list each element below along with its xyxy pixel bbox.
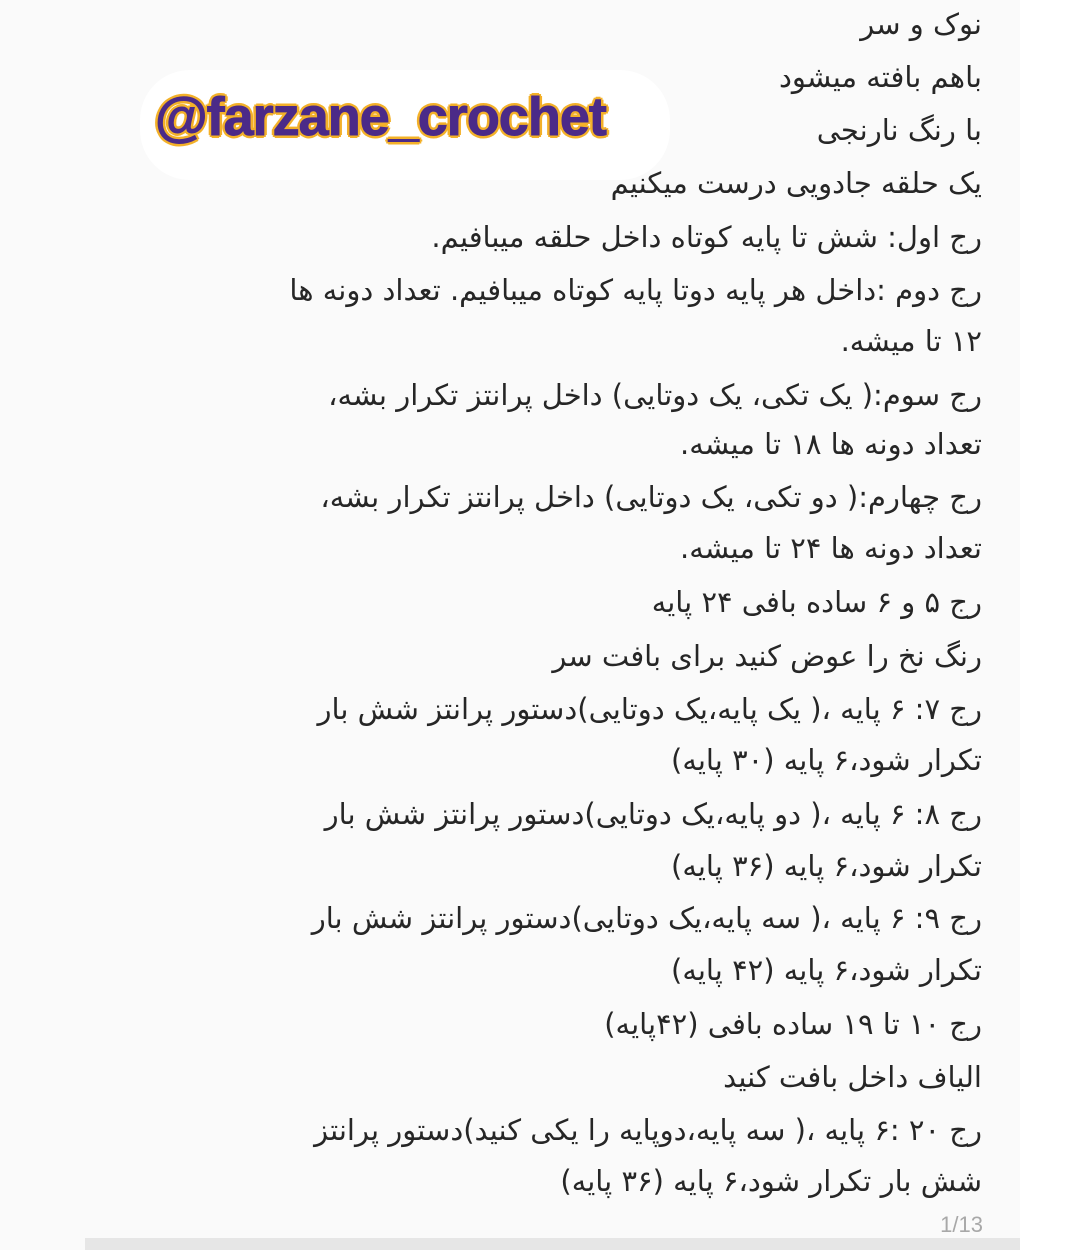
watermark-logo: @farzane_crochet — [155, 87, 606, 147]
text-line: رج سوم:( یک تکی، یک دوتایی) داخل پرانتز تکرار بشه، — [328, 378, 982, 412]
text-line: تعداد دونه ها ۲۴ تا میشه. — [680, 531, 982, 565]
text-line: رج چهارم:( دو تکی، یک دوتایی) داخل پرانتز تکرار بشه، — [320, 480, 982, 514]
text-line: رج ۱۰ تا ۱۹ ساده بافی (۴۲پایه) — [604, 1007, 982, 1041]
text-line: شش بار تکرار شود،۶ پایه (۳۶ پایه) — [560, 1164, 982, 1198]
page-edge — [1020, 0, 1079, 1250]
text-line: رنگ نخ را عوض کنید برای بافت سر — [552, 639, 982, 673]
text-line: رج ۹: ۶ پایه ،( سه پایه،یک دوتایی)دستور پرانتز شش بار — [311, 901, 982, 935]
text-line: نوک و سر — [860, 7, 982, 41]
text-line: تعداد دونه ها ۱۸ تا میشه. — [680, 427, 982, 461]
text-line: تکرار شود،۶ پایه (۴۲ پایه) — [671, 953, 982, 987]
text-line: تکرار شود،۶ پایه (۳۶ پایه) — [671, 849, 982, 883]
text-line: با رنگ نارنجی — [816, 113, 982, 147]
text-line: باهم بافته میشود — [778, 60, 982, 94]
text-line: رج دوم :داخل هر پایه دوتا پایه کوتاه میبافیم. تعداد دونه ها — [289, 273, 982, 307]
page-indicator: 1/13 — [940, 1212, 983, 1237]
text-line: رج ۵ و ۶ ساده بافی ۲۴ پایه — [651, 585, 982, 619]
text-line: تکرار شود،۶ پایه (۳۰ پایه) — [671, 743, 982, 777]
text-line: الیاف داخل بافت کنید — [723, 1060, 982, 1094]
bottom-divider — [85, 1238, 1020, 1250]
text-line: رج ۸: ۶ پایه ،( دو پایه،یک دوتایی)دستور پرانتز شش بار — [324, 797, 982, 831]
text-line: رج اول: شش تا پایه کوتاه داخل حلقه میبافیم. — [431, 220, 982, 254]
text-line: رج ۲۰ :۶ پایه ،( سه پایه،دوپایه را یکی کنید)دستور پرانتز — [314, 1113, 982, 1147]
text-line: یک حلقه جادویی درست میکنیم — [610, 166, 982, 200]
text-line: رج ۷: ۶ پایه ،( یک پایه،یک دوتایی)دستور پرانتز شش بار — [317, 692, 982, 726]
text-line: ۱۲ تا میشه. — [840, 324, 982, 358]
